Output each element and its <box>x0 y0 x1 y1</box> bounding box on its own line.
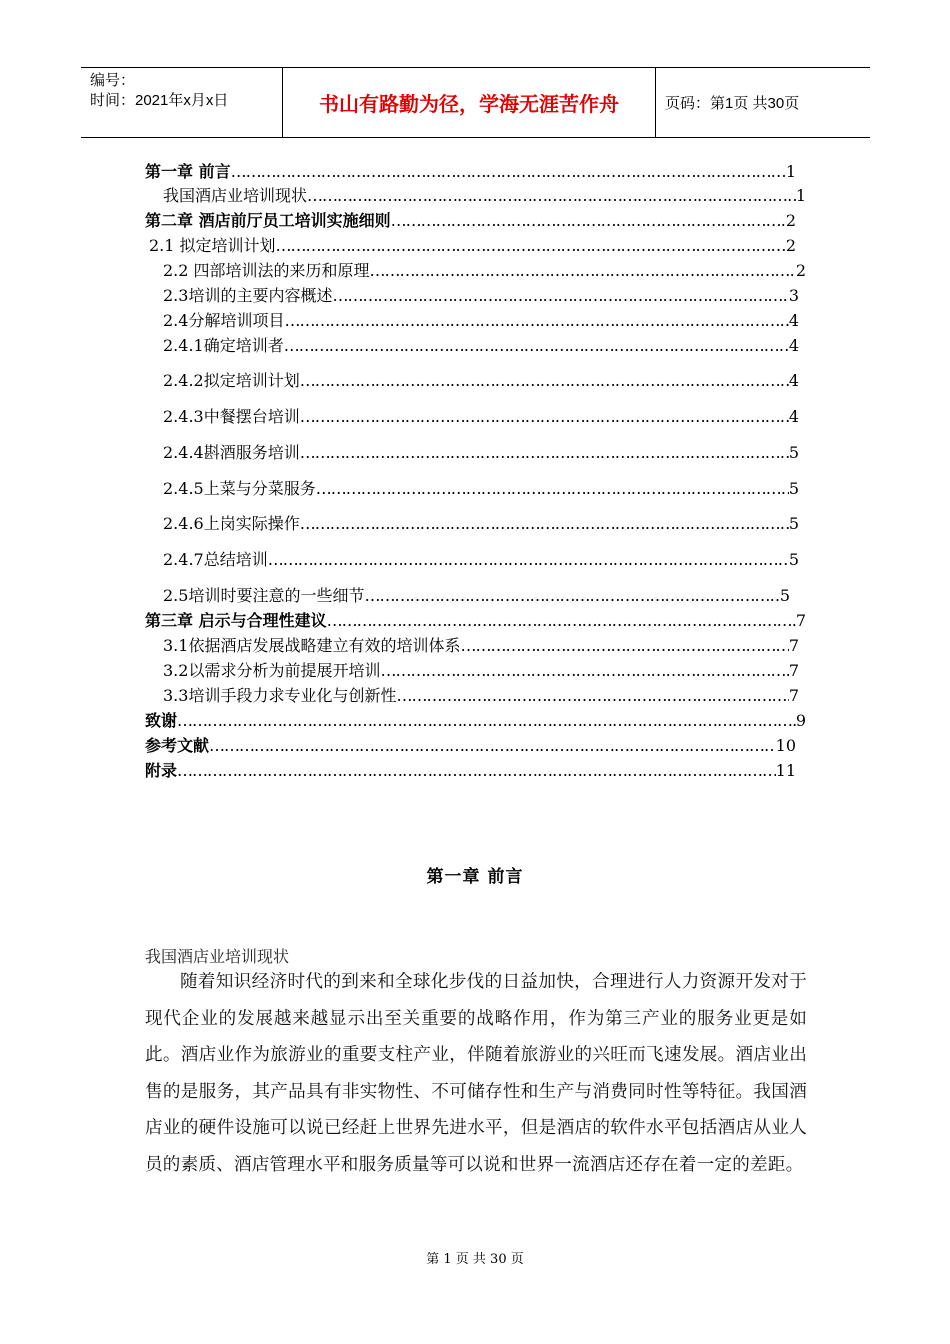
toc-leader-dots <box>284 336 789 356</box>
toc-entry <box>145 611 806 631</box>
toc-entry <box>163 586 790 606</box>
toc-entry-page: 7 <box>788 686 799 705</box>
toc-entry-title: 2.2 四部培训法的来历和原理 <box>163 261 370 280</box>
toc-entry-page: 5 <box>779 586 790 605</box>
toc-leader-dots <box>307 186 796 206</box>
toc-leader-dots <box>231 162 786 182</box>
toc-entry <box>163 311 799 331</box>
toc-entry <box>163 261 806 281</box>
toc-entry-page: 10 <box>775 736 796 755</box>
toc-entry-page: 7 <box>788 661 799 680</box>
toc-entry <box>145 711 806 731</box>
toc-entry-page: 2 <box>795 261 806 280</box>
toc-leader-dots <box>177 761 776 781</box>
header-meta <box>90 71 228 111</box>
toc-leader-dots <box>391 211 786 231</box>
toc-entry-page: 5 <box>788 550 799 569</box>
toc-leader-dots <box>332 286 788 306</box>
toc-entry-title: 第二章 酒店前厅员工培训实施细则 <box>145 211 391 230</box>
toc-leader-dots <box>276 236 786 256</box>
toc-entry <box>163 636 799 656</box>
toc-entry-page: 5 <box>788 443 799 462</box>
toc-entry-title: 2.4.2拟定培训计划 <box>163 371 300 390</box>
toc-entry-title: 2.4.3中餐摆台培训 <box>163 407 300 426</box>
toc-entry-page: 4 <box>788 311 799 330</box>
toc-entry-title: 2.3培训的主要内容概述 <box>163 286 333 305</box>
page-header <box>81 67 870 138</box>
toc-entry-page: 4 <box>788 371 799 390</box>
header-motto: 书山有路勤为径，学海无涯苦作舟 <box>319 92 619 116</box>
chapter-heading: 第一章 前言 <box>426 867 524 887</box>
toc-entry-page: 11 <box>775 761 796 780</box>
toc-entry-page: 5 <box>788 514 799 533</box>
toc-entry-title: 3.3培训手段力求专业化与创新性 <box>163 686 397 705</box>
toc-entry-page: 2 <box>785 236 796 255</box>
toc-entry-title: 2.4.4斟酒服务培训 <box>163 443 300 462</box>
time-label: 时间：2021年x月x日 <box>90 92 229 109</box>
section-title: 我国酒店业培训现状 <box>145 947 290 966</box>
toc-leader-dots <box>327 611 796 631</box>
toc-leader-dots <box>370 261 796 281</box>
toc-entry <box>163 336 799 356</box>
toc-entry-page: 1 <box>785 162 796 181</box>
toc-entry <box>163 661 799 681</box>
toc-leader-dots <box>364 586 779 606</box>
toc-entry-title: 2.1 拟定培训计划 <box>149 236 276 255</box>
toc-entry-title: 第一章 前言 <box>145 162 231 181</box>
toc-entry <box>149 236 796 256</box>
toc-entry-page: 4 <box>788 336 799 355</box>
toc-entry <box>145 211 796 231</box>
header-page-info: 页码：第1页 共30页 <box>665 95 800 112</box>
toc-entry-title: 3.2以需求分析为前提展开培训 <box>163 661 381 680</box>
toc-leader-dots <box>316 479 789 499</box>
toc-entry-page: 4 <box>788 407 799 426</box>
toc-entry-title: 3.1依据酒店发展战略建立有效的培训体系 <box>163 636 461 655</box>
toc-entry <box>163 443 799 463</box>
toc-entry <box>163 686 799 706</box>
toc-entry <box>163 186 806 206</box>
toc-leader-dots <box>177 711 796 731</box>
body-paragraph: 随着知识经济时代的到来和全球化步伐的日益加快，合理进行人力资源开发对于现代企业的发展越来越显示出至关重要的战略作用，作为第三产业的服务业更是如此。酒店业作为旅游业的重要支柱产业，伴随着旅游业的兴旺而飞速发展。酒店业出售的是服务，其产品具有非实物性、不可储存性和生产与消费同时性等特征。我国酒店业的硬件设施可以说已经赶上世界先进水平，但是酒店的软件水平包括酒店从业人员的素质、酒店管理水平和服务质量等可以说和世界一流酒店还存在着一定的差距。 <box>145 972 807 1175</box>
toc-entry-page: 1 <box>795 186 806 205</box>
toc-entry-page: 2 <box>785 211 796 230</box>
toc-entry <box>163 479 799 499</box>
toc-entry-page: 5 <box>788 479 799 498</box>
toc-entry-page: 3 <box>788 286 799 305</box>
toc-leader-dots <box>209 736 776 756</box>
toc-leader-dots <box>300 443 789 463</box>
toc-entry <box>145 761 796 781</box>
toc-leader-dots <box>380 661 788 681</box>
toc-entry-title: 第三章 启示与合理性建议 <box>145 611 327 630</box>
toc-entry-page: 7 <box>795 611 806 630</box>
toc-entry-title: 参考文献 <box>145 736 210 755</box>
page-footer: 第 1 页 共 30 页 <box>426 1252 524 1267</box>
toc-entry-title: 致谢 <box>145 711 178 730</box>
toc-leader-dots <box>300 514 789 534</box>
toc-leader-dots <box>300 371 789 391</box>
toc-entry-title: 2.4.7总结培训 <box>163 550 268 569</box>
toc-leader-dots <box>396 686 788 706</box>
toc-leader-dots <box>460 636 788 656</box>
toc-entry <box>163 286 799 306</box>
toc-leader-dots <box>268 550 789 570</box>
toc-leader-dots <box>300 407 789 427</box>
toc-entry <box>145 736 796 756</box>
header-divider <box>655 68 656 137</box>
toc-entry <box>163 514 799 534</box>
toc-entry-title: 2.4.1确定培训者 <box>163 336 284 355</box>
number-label: 编号： <box>90 72 136 89</box>
toc-entry-title: 2.5培训时要注意的一些细节 <box>163 586 365 605</box>
toc-entry <box>163 550 799 570</box>
toc-entry <box>163 371 799 391</box>
toc-entry-title: 附录 <box>145 761 178 780</box>
toc-entry <box>145 162 796 182</box>
toc-entry-title: 2.4分解培训项目 <box>163 311 285 330</box>
toc-entry-title: 2.4.5上菜与分菜服务 <box>163 479 316 498</box>
toc-entry-title: 2.4.6上岗实际操作 <box>163 514 300 533</box>
toc-entry <box>163 407 799 427</box>
toc-entry-title: 我国酒店业培训现状 <box>163 186 308 205</box>
toc-entry-page: 9 <box>795 711 806 730</box>
toc-leader-dots <box>284 311 788 331</box>
toc-entry-page: 7 <box>788 636 799 655</box>
